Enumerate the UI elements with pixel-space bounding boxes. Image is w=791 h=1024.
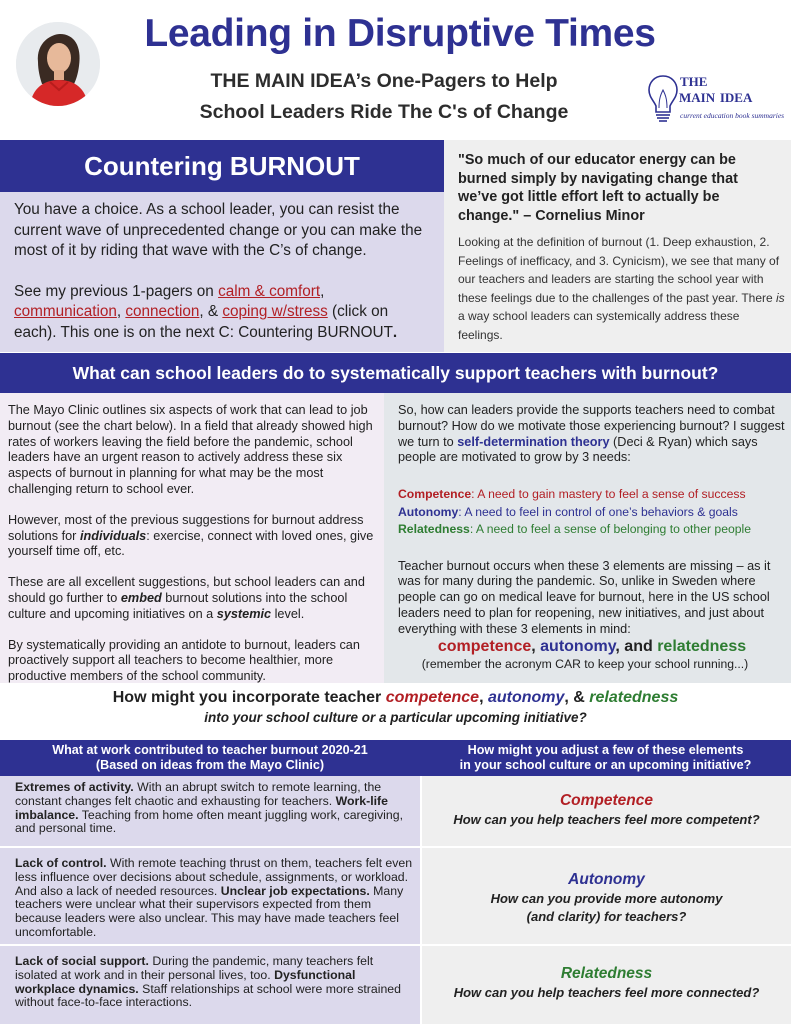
page-title: Leading in Disruptive Times	[144, 12, 656, 55]
table-header-right	[420, 740, 791, 776]
car-sep-2: , and	[615, 637, 658, 655]
intro-body	[14, 200, 434, 363]
table-header-right-line-1: How might you adjust a few of these elements	[467, 743, 744, 757]
intro-heading: Countering BURNOUT	[0, 140, 444, 192]
need-competence	[398, 486, 786, 504]
mayo-p3-emphasis-2: systemic	[216, 606, 272, 621]
sdt-paragraph-1	[398, 403, 786, 466]
element-prompt-continued: (and clarity) for teachers?	[526, 909, 687, 924]
intro-p2-prefix: See my previous 1-pagers on	[14, 282, 219, 300]
question-prefix: How might you incorporate teacher	[112, 689, 386, 706]
author-portrait-icon	[16, 22, 100, 106]
factor-text: With remote teaching thrust on them, teachers felt even less influence over decisions about schedule, assignments, or workload. And also a lack of needed resources.	[15, 856, 413, 898]
table-row-element	[420, 776, 791, 848]
factor-text: During the pandemic, many teachers felt isolated at work and in their personal lives, too.	[15, 954, 374, 982]
need-label: Competence	[398, 487, 472, 502]
mayo-panel-body	[8, 403, 380, 700]
logo-idea: IDEA	[719, 90, 753, 105]
burnout-factor-cell	[15, 857, 415, 940]
link-calm-comfort[interactable]: calm & comfort	[218, 282, 321, 300]
need-autonomy	[398, 504, 786, 522]
table-header-right-line-2: in your school culture or an upcoming initiative?	[459, 758, 752, 772]
intro-panel	[0, 140, 444, 352]
table-header-left-line-2: (Based on ideas from the Mayo Clinic)	[95, 758, 325, 772]
car-competence: competence	[437, 637, 532, 655]
sdt-paragraph-2: Teacher burnout occurs when these 3 elements are missing – as it was for many during the pandemic. So, unlike in Sweden where people can go on medical leave for burnout, here in the US school leaders need to plan for reopening, new initiatives, and just about everything with these 3 elements in mind:	[398, 558, 771, 636]
burnout-factor-cell	[15, 781, 415, 836]
need-text: : A need to feel a sense of belonging to other people	[469, 522, 752, 537]
link-communication[interactable]: communication	[14, 303, 117, 320]
burnout-definition	[458, 233, 786, 345]
lightbulb-icon	[646, 72, 680, 126]
table-row-element	[420, 848, 791, 946]
question-line-1	[0, 688, 791, 708]
main-idea-logo[interactable]	[646, 72, 786, 128]
definition-emphasis: is	[776, 290, 785, 305]
mayo-p2-a: However, most of the previous suggestions for burnout address solutions for	[8, 512, 364, 543]
element-prompt: How can you help teachers feel more connected?	[453, 985, 760, 1000]
factor-title: Dysfunctional workplace dynamics.	[15, 967, 356, 996]
intro-paragraph-2	[14, 282, 434, 344]
element-cell	[422, 776, 791, 829]
subtitle-line-1: THE MAIN IDEA’s One-Pagers to Help	[210, 70, 558, 92]
subtitle-line-2: School Leaders Ride The C's of Change	[199, 101, 569, 123]
mayo-p2-emphasis: individuals	[79, 528, 147, 543]
logo-tagline: current education book summaries	[680, 111, 785, 120]
element-prompt: How can you provide more autonomy	[490, 891, 723, 906]
sdt-p1-b: (Deci & Ryan) which says people are motivated to grow by 3 needs:	[398, 434, 758, 465]
sdt-panel	[384, 393, 791, 683]
section-banner: What can school leaders do to systematically support teachers with burnout?	[0, 353, 791, 393]
sdt-p1-a: So, how can leaders provide the supports teachers need to combat burnout? How do we motivate those experiencing burnout? I suggest we turn to	[398, 403, 785, 449]
table-row	[0, 848, 420, 946]
logo-the: THE	[680, 74, 708, 89]
question-competence: competence	[385, 689, 480, 706]
minor-quote: "So much of our educator energy can be burned simply by navigating change that we’ve got little effort left to actually be change." – Cornelius Minor	[458, 152, 738, 224]
intro-sep-3: , &	[199, 303, 223, 320]
needs-list	[398, 486, 786, 539]
definition-part-b: a way school leaders can systemically address these feelings.	[458, 309, 740, 342]
question-line-2: into your school culture or a particular upcoming initiative?	[204, 710, 587, 725]
quote-panel	[444, 140, 791, 352]
mayo-p3-b: burnout solutions into the school culture and upcoming initiatives on a	[8, 590, 348, 621]
mayo-p3-c: level.	[271, 606, 305, 621]
factor-title: Lack of social support.	[15, 954, 149, 968]
question-autonomy: autonomy	[487, 689, 565, 706]
logo-main: MAIN	[679, 90, 716, 105]
element-cell	[422, 946, 791, 1002]
car-acronym-note: (remember the acronym CAR to keep your school running...)	[421, 657, 749, 671]
table-header-left	[0, 740, 420, 776]
factor-text: Staff relationships at school were more strained without face-to-face interactions.	[15, 981, 401, 1010]
page-subtitle	[160, 66, 608, 128]
self-determination-theory: self-determination theory	[457, 434, 610, 449]
factor-text: With an abrupt switch to remote learning, the constant changes felt chaotic and exhausting for teachers.	[15, 780, 382, 808]
element-competence: Competence	[559, 792, 654, 809]
mayo-paragraph-4: By systematically providing an antidote to burnout, leaders can proactively support all teachers to become healthier, more productive members of the school community.	[8, 637, 360, 684]
question-relatedness: relatedness	[589, 689, 679, 706]
question-sep-1: ,	[479, 689, 488, 706]
table-row	[0, 946, 420, 1024]
car-relatedness: relatedness	[657, 637, 747, 655]
factor-text: Teaching from home often meant juggling work, caregiving, and personal time.	[15, 807, 404, 836]
factor-title: Extremes of activity.	[15, 780, 134, 794]
question-sep-2: , &	[564, 689, 590, 706]
logo-main-idea	[679, 86, 752, 108]
mayo-paragraph-1: The Mayo Clinic outlines six aspects of work that can lead to job burnout (see the chart below). In a field that already showed high rates of workers leaving the field before the pandemic, school leaders have an urgent reason to actively address these six aspects of burnout in planning for what may be the most challenging return to school ever.	[8, 403, 373, 496]
author-avatar	[16, 22, 100, 106]
mayo-panel	[0, 393, 384, 683]
link-coping-stress[interactable]: coping w/stress	[222, 303, 328, 320]
car-sep-1: ,	[531, 637, 541, 655]
link-connection[interactable]: connection	[125, 303, 200, 320]
car-autonomy: autonomy	[540, 637, 616, 655]
header	[0, 0, 791, 136]
table-header-left-line-1: What at work contributed to teacher burnout 2020-21	[52, 743, 368, 757]
mayo-paragraph-3	[8, 575, 380, 622]
need-text: : A need to gain mastery to feel a sense of success	[471, 487, 746, 502]
intro-p2-end: .	[392, 323, 398, 341]
factor-title: Unclear job expectations.	[220, 883, 370, 898]
intro-sep-2: ,	[116, 303, 126, 320]
element-autonomy: Autonomy	[568, 871, 645, 888]
mayo-p3-emphasis-1: embed	[120, 590, 162, 605]
table-row-element	[420, 946, 791, 1024]
definition-part-a: Looking at the definition of burnout (1. Deep exhaustion, 2. Feelings of inefficacy, and 3. Cynicism), we see that many of our teachers and leaders are starting the school year with these feelings due to the challenges of the past year. There	[458, 235, 780, 305]
need-label: Autonomy	[398, 504, 459, 519]
mayo-p2-b: : exercise, connect with loved ones, give yourself time off, etc.	[8, 528, 374, 559]
intro-paragraph-1: You have a choice. As a school leader, you can resist the current wave of unprecedented change or you can make the most of it by riding that wave with the C’s of change.	[14, 201, 423, 259]
element-prompt: How can you help teachers feel more competent?	[453, 812, 760, 827]
need-label: Relatedness	[398, 522, 470, 537]
car-elements	[398, 639, 786, 655]
factor-title: Work-life imbalance.	[15, 793, 388, 822]
need-relatedness	[398, 521, 786, 539]
intro-p2-suffix: (click on each). This one is on the next C: Countering BURNOUT	[14, 303, 393, 341]
sdt-panel-body	[398, 403, 786, 654]
table-row	[0, 776, 420, 848]
intro-sep-1: ,	[320, 282, 325, 300]
element-relatedness: Relatedness	[560, 965, 653, 982]
mayo-p3-a: These are all excellent suggestions, but school leaders can and should go further to	[8, 575, 365, 605]
guiding-question	[0, 688, 791, 727]
factor-text: Many teachers were unclear what their supervisors expected from them because leaders were also unclear. This may have made teachers feel uncomfortable.	[15, 883, 404, 939]
element-cell	[422, 848, 791, 926]
need-text: : A need to feel in control of one’s behaviors & goals	[458, 504, 738, 519]
burnout-factor-cell	[15, 955, 415, 1010]
factor-title: Lack of control.	[15, 856, 107, 870]
mayo-paragraph-2	[8, 513, 380, 560]
